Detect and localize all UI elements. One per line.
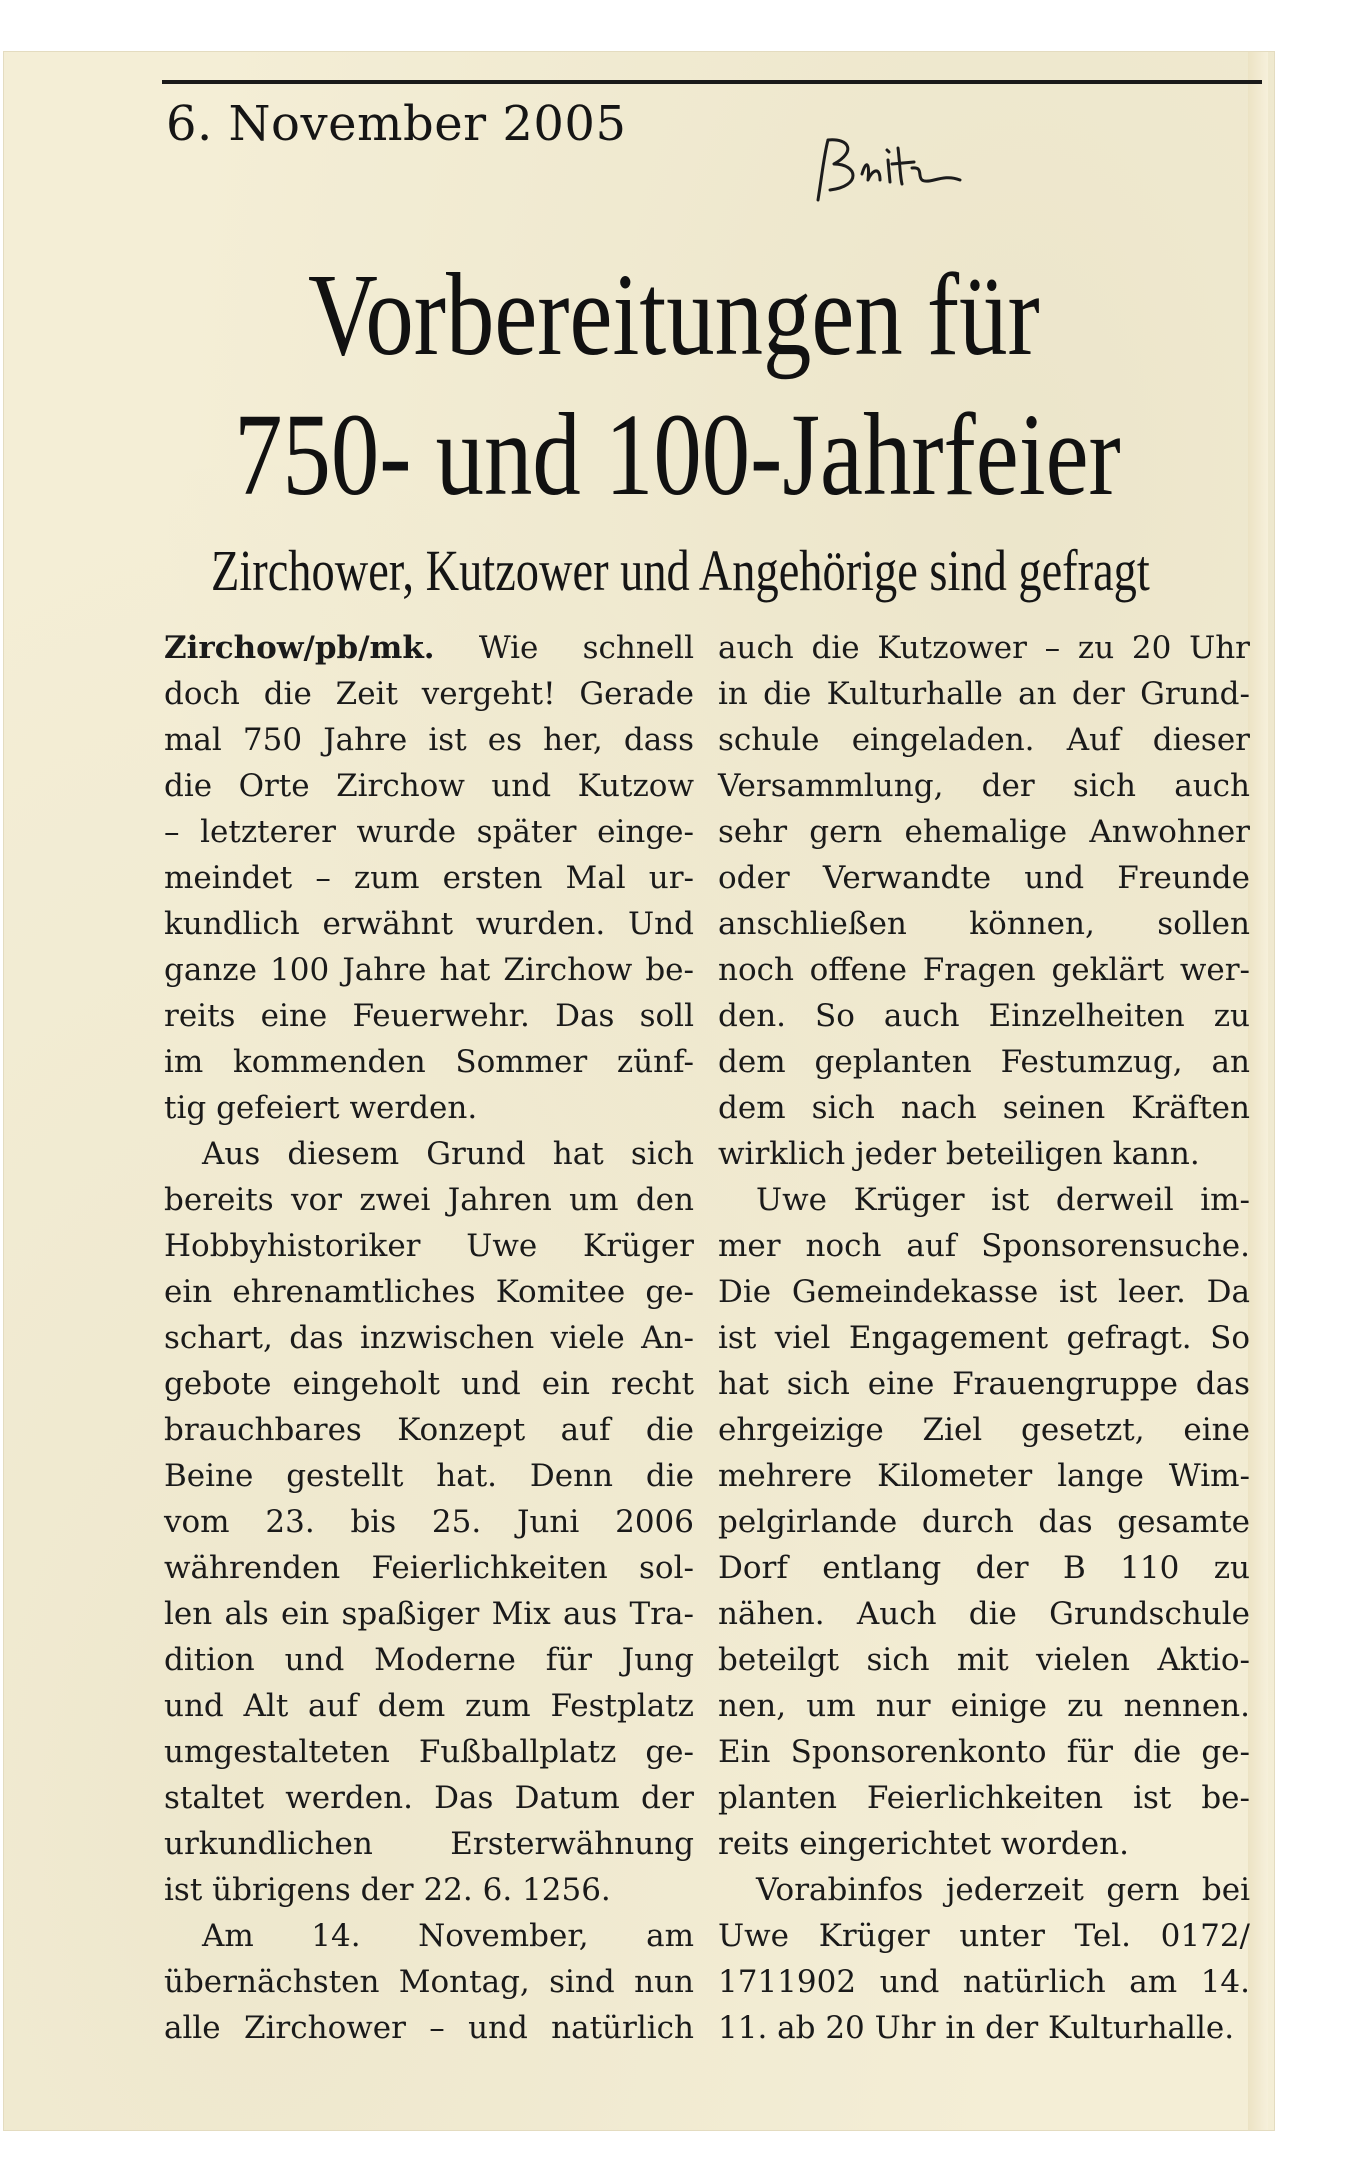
column1-line: staltet werden. Das Datum der (164, 1780, 694, 1816)
column2-line: ehrgeizige Ziel gesetzt, eine (718, 1412, 1250, 1448)
column2-line: Die Gemeindekasse ist leer. Da (718, 1274, 1250, 1310)
column1-line-1 (164, 625, 694, 671)
column1-line: Beine gestellt hat. Denn die (164, 1458, 694, 1494)
column2-line: oder Verwandte und Freunde (718, 860, 1250, 896)
column2-line: mer noch auf Sponsorensuche. (718, 1228, 1250, 1264)
top-rule (162, 80, 1262, 84)
column1-line: doch die Zeit vergeht! Gerade (164, 676, 694, 712)
column1-line: mal 750 Jahre ist es her, dass (164, 722, 694, 758)
column2-line: noch offene Fragen geklärt wer- (718, 952, 1250, 988)
column1-line: urkundlichen Ersterwähnung (164, 1826, 694, 1862)
column1-line: bereits vor zwei Jahren um den (164, 1182, 694, 1218)
column1-line: gebote eingeholt und ein recht (164, 1366, 694, 1402)
column1-line: alle Zirchower – und natürlich (164, 2010, 694, 2046)
column1-line-1-text: Wie schnell (434, 630, 694, 666)
bleed-through-text (720, 150, 750, 185)
column2-line: 1711902 und natürlich am 14. (718, 1964, 1250, 2000)
column1-line: Hobbyhistoriker Uwe Krüger (164, 1228, 694, 1264)
column2-line: sehr gern ehemalige Anwohner (718, 814, 1250, 850)
column2-line: dem sich nach seinen Kräften (718, 1090, 1250, 1126)
column1-line: brauchbares Konzept auf die (164, 1412, 694, 1448)
column2-line: Uwe Krüger ist derweil im- (756, 1182, 1250, 1218)
column1-line: dition und Moderne für Jung (164, 1642, 694, 1678)
column1-line: meindet – zum ersten Mal ur- (164, 860, 694, 896)
column1-line: tig gefeiert werden. (164, 1090, 478, 1126)
column2-line: 11. ab 20 Uhr in der Kulturhalle. (718, 2010, 1235, 2046)
column2-line: hat sich eine Frauengruppe das (718, 1366, 1250, 1402)
column2-line: schule eingeladen. Auf dieser (718, 722, 1250, 758)
article-column-2 (718, 625, 1250, 2051)
column2-line: Versammlung, der sich auch (718, 768, 1250, 804)
clipping-edge (1248, 52, 1268, 2130)
column1-line: schart, das inzwischen viele An- (164, 1320, 694, 1356)
column1-line: ganze 100 Jahre hat Zirchow be- (164, 952, 694, 988)
column1-line: währenden Feierlichkeiten sol- (164, 1550, 694, 1586)
column2-line: beteilgt sich mit vielen Aktio- (718, 1642, 1250, 1678)
column2-line: anschließen können, sollen (718, 906, 1250, 942)
headline-line-2: 750- und 100-Jahrfeier (234, 389, 1121, 520)
column1-line: vom 23. bis 25. Juni 2006 (164, 1504, 694, 1540)
column2-line: Uwe Krüger unter Tel. 0172/ (718, 1918, 1250, 1954)
column1-line: Am 14. November, am (202, 1918, 694, 1954)
column1-line: Aus diesem Grund hat sich (202, 1136, 694, 1172)
dateline: Zirchow/pb/mk. (164, 630, 435, 666)
column2-line: pelgirlande durch das gesamte (718, 1504, 1250, 1540)
column2-line: dem geplanten Festumzug, an (718, 1044, 1250, 1080)
column2-line: Vorabinfos jederzeit gern bei (756, 1872, 1250, 1908)
column2-line: den. So auch Einzelheiten zu (718, 998, 1250, 1034)
column2-line: mehrere Kilometer lange Wim- (718, 1458, 1250, 1494)
column1-line: ein ehrenamtliches Komitee ge- (164, 1274, 694, 1310)
subheadline: Zirchower, Kutzower und Angehörige sind gefragt (211, 538, 1150, 603)
column1-line: im kommenden Sommer zünf- (164, 1044, 694, 1080)
column2-line: Dorf entlang der B 110 zu (718, 1550, 1250, 1586)
column1-line: kundlich erwähnt wurden. Und (164, 906, 694, 942)
column2-line: ist viel Engagement gefragt. So (718, 1320, 1250, 1356)
column1-line: ist übrigens der 22. 6. 1256. (164, 1872, 611, 1908)
column1-line: len als ein spaßiger Mix aus Tra- (164, 1596, 694, 1632)
column1-line: und Alt auf dem zum Festplatz (164, 1688, 694, 1724)
column2-line: nen, um nur einige zu nennen. (718, 1688, 1250, 1724)
column1-line: die Orte Zirchow und Kutzow (164, 768, 694, 804)
column2-line: Ein Sponsorenkonto für die ge- (718, 1734, 1250, 1770)
column2-line: in die Kulturhalle an der Grund- (718, 676, 1250, 712)
publication-date: 6. November 2005 (166, 96, 627, 152)
column1-line: reits eine Feuerwehr. Das soll (164, 998, 694, 1034)
column2-line: planten Feierlichkeiten ist be- (718, 1780, 1250, 1816)
column2-line: auch die Kutzower – zu 20 Uhr (718, 630, 1250, 666)
column2-line: nähen. Auch die Grundschule (718, 1596, 1250, 1632)
column1-line: – letzterer wurde später einge- (164, 814, 694, 850)
column1-line: übernächsten Montag, sind nun (164, 1964, 694, 2000)
article-column-1 (164, 625, 694, 2051)
column1-line: umgestalteten Fußballplatz ge- (164, 1734, 694, 1770)
headline-line-1: Vorbereitungen für (307, 249, 1040, 380)
column2-line: wirklich jeder beteiligen kann. (718, 1136, 1200, 1172)
handwritten-signature (810, 130, 970, 210)
column2-line: reits eingerichtet worden. (718, 1826, 1129, 1862)
